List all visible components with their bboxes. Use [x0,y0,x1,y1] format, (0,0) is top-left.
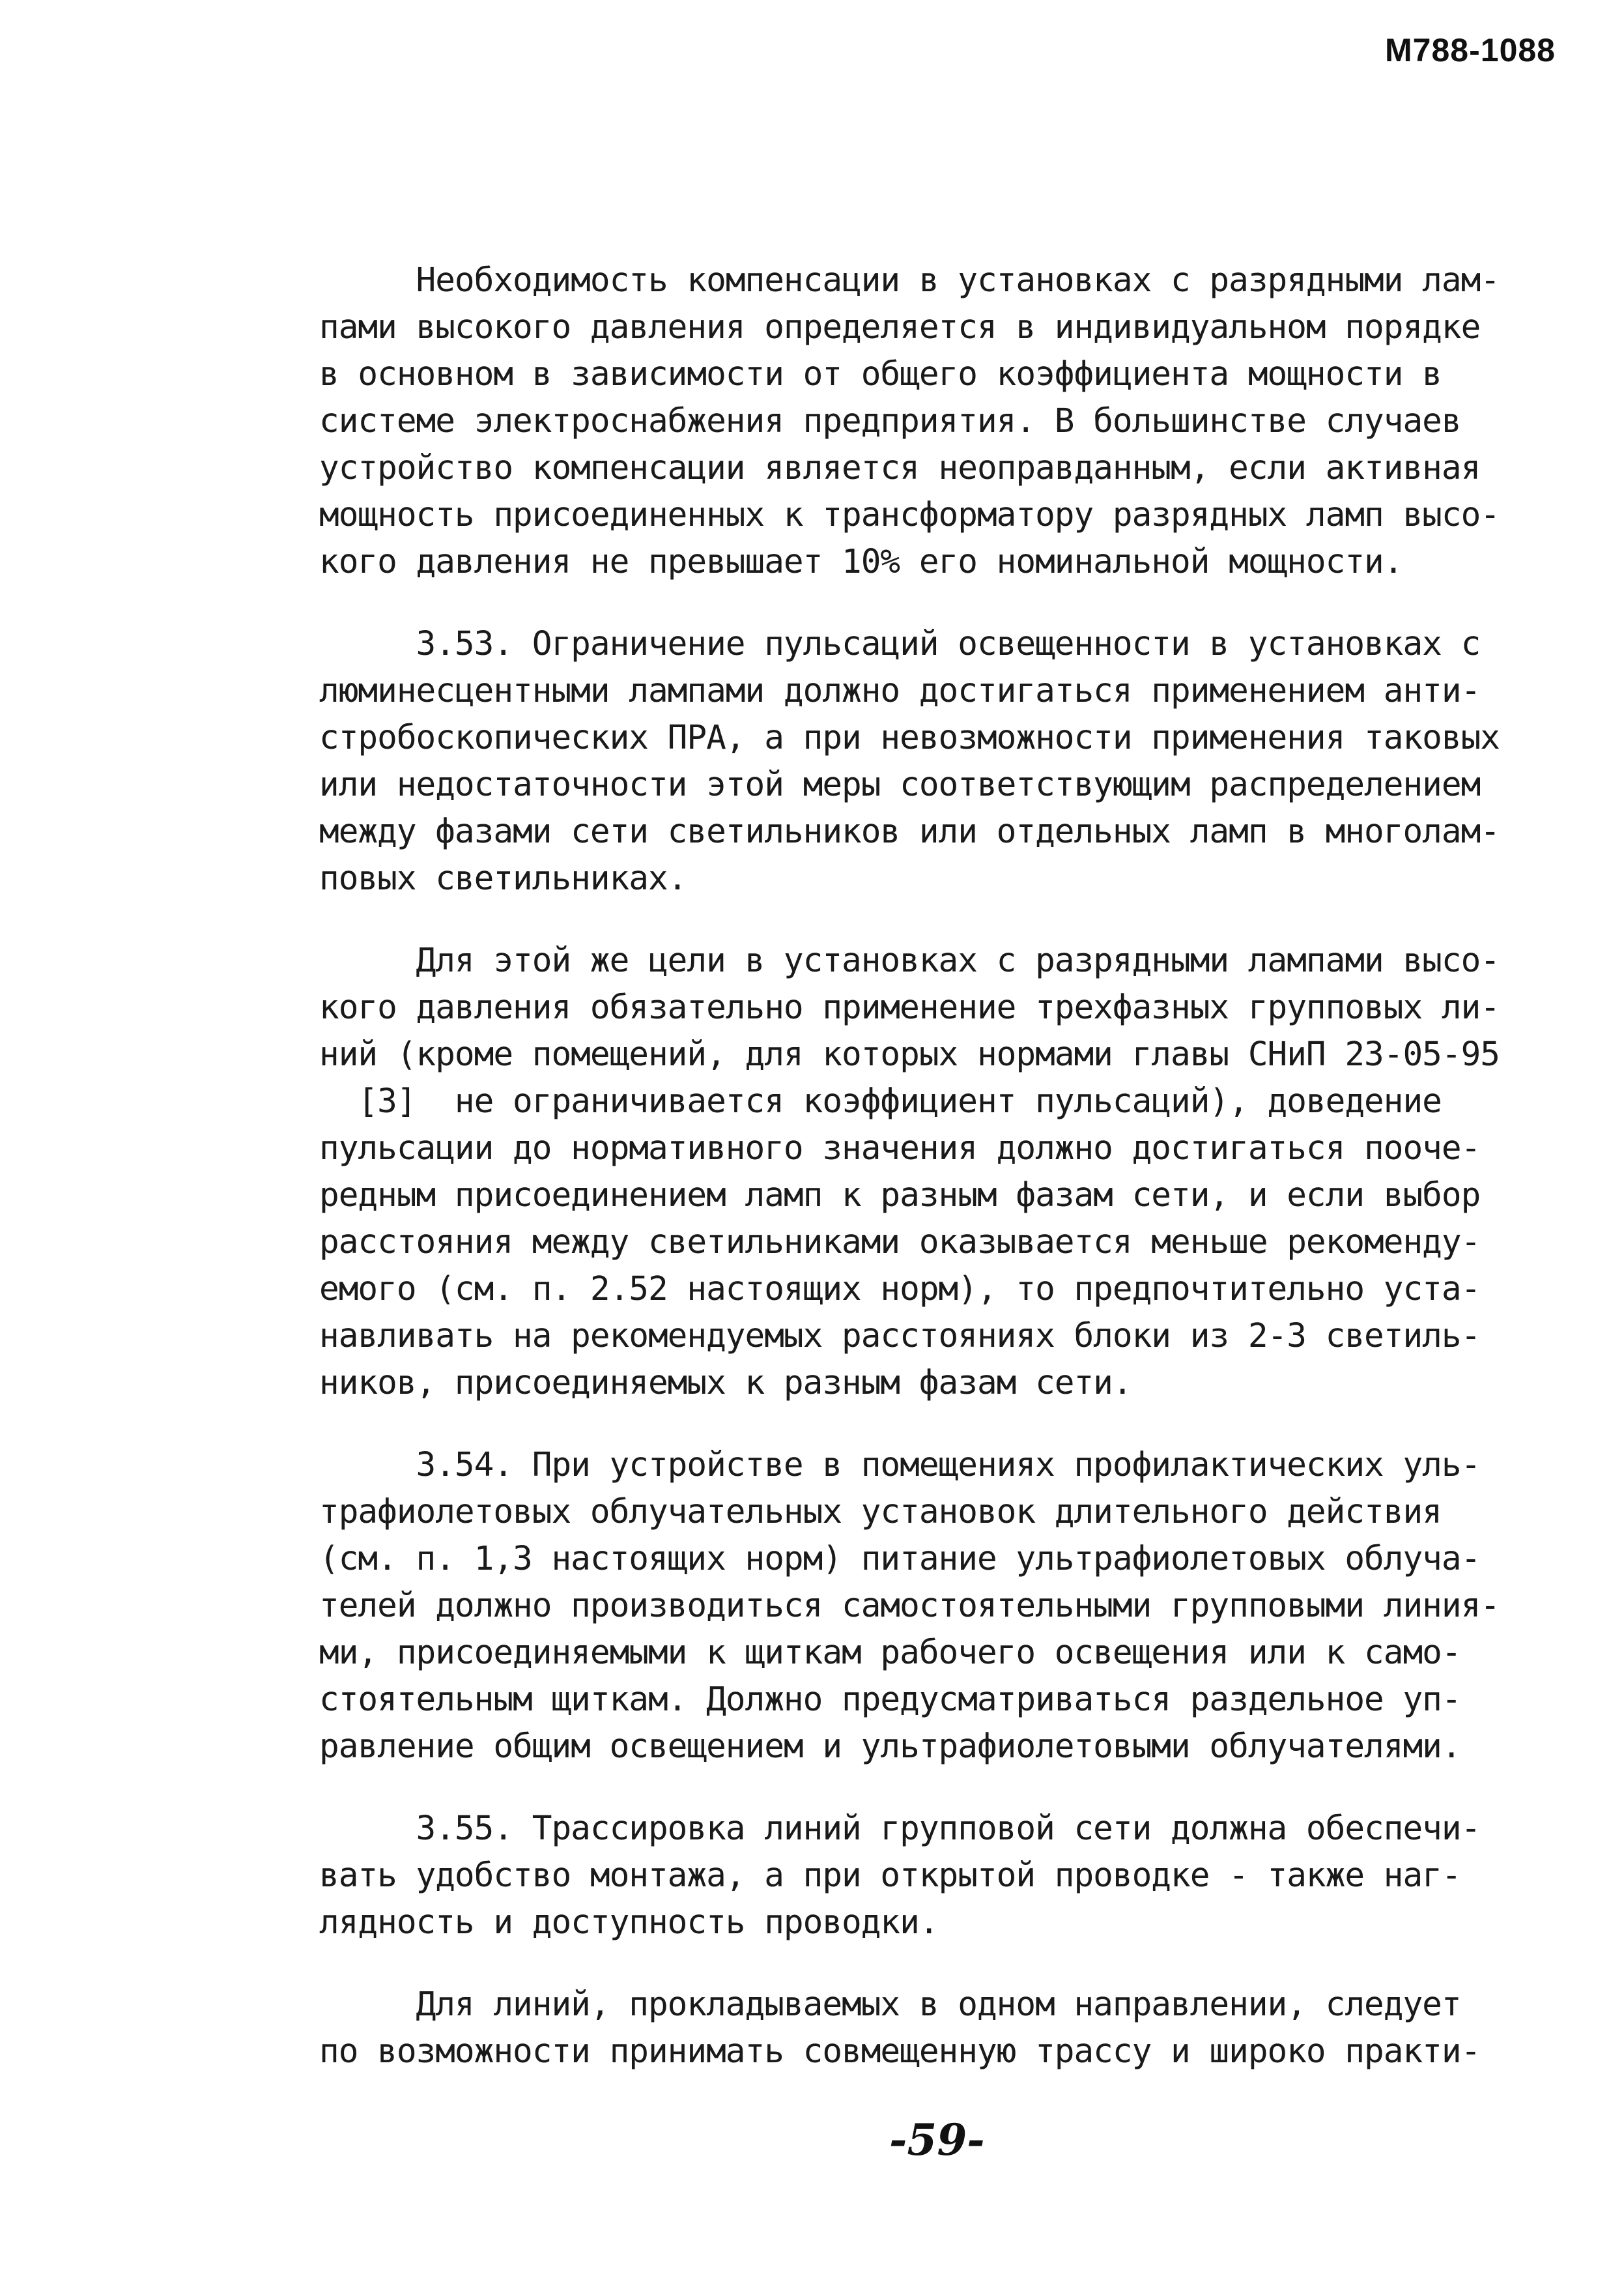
document-body [319,257,1557,2075]
text-line: пами высокого давления определяется в индивидуальном порядке [319,308,1481,347]
page-number: -59- [889,2114,985,2165]
text-line: емого (см. п. 2.52 настоящих норм), то предпочтительно уста- [319,1270,1481,1308]
document-code: M788-1088 [1385,32,1556,68]
paragraph-compensation [319,257,1557,586]
text-line: Для линий, прокладываемых в одном направлении, следует [319,1985,1461,2024]
text-line: кого давления не превышает 10% его номинальной мощности. [319,543,1403,581]
text-line: ников, присоединяемых к разным фазам сети. [319,1364,1132,1402]
paragraph-gap [319,586,1557,621]
text-line: вать удобство монтажа, а при открытой проводке - также наг- [319,1856,1461,1895]
text-line: (см. п. 1,3 настоящих норм) питание ультрафиолетовых облуча- [319,1540,1481,1578]
text-line: кого давления обязательно применение трехфазных групповых ли- [319,988,1500,1027]
text-line: 3.53. Ограничение пульсаций освещенности в установках с [319,625,1481,663]
text-line: стробоскопических ПРА, а при невозможности применения таковых [319,719,1500,757]
paragraph-gap [319,1407,1557,1442]
text-line: [3] не ограничивается коэффициент пульсаций), доведение [319,1082,1442,1121]
text-line: или недостаточности этой меры соответствующим распределением [319,766,1481,804]
paragraph-gap [319,1946,1557,1981]
paragraph-3-55 [319,1806,1557,1946]
text-line: ний (кроме помещений, для которых нормами главы СНиП 23-05-95 [319,1035,1500,1074]
text-line: трафиолетовых облучательных установок длительного действия [319,1493,1442,1531]
text-line: между фазами сети светильников или отдельных ламп в многолам- [319,813,1500,851]
text-line: лядность и доступность проводки. [319,1903,939,1942]
paragraph-gap [319,902,1557,938]
paragraph-gap [319,1770,1557,1806]
text-line: 3.55. Трассировка линий групповой сети должна обеспечи- [319,1809,1481,1848]
text-line: люминесцентными лампами должно достигаться применением анти- [319,672,1481,710]
paragraph-3-54 [319,1442,1557,1770]
text-line: пульсации до нормативного значения должно достигаться поoче- [319,1129,1481,1168]
text-line: системе электроснабжения предприятия. В большинстве случаев [319,402,1461,440]
text-line: повых светильниках. [319,859,687,898]
text-line: редным присоединением ламп к разным фазам сети, и если выбор [319,1176,1481,1215]
text-line: Необходимость компенсации в установках с разрядными лам- [319,261,1500,300]
text-line: в основном в зависимости от общего коэффициента мощности в [319,355,1442,394]
text-line: ми, присоединяемыми к щиткам рабочего освещения или к само- [319,1634,1461,1672]
text-line: равление общим освещением и ультрафиолетовыми облучателями. [319,1727,1461,1766]
text-line: мощность присоединенных к трансформатору разрядных ламп высо- [319,496,1500,534]
text-line: расстояния между светильниками оказывается меньше рекоменду- [319,1223,1481,1261]
paragraph-common-route [319,1981,1557,2075]
paragraph-three-phase [319,938,1557,1407]
text-line: стоятельным щиткам. Должно предусматриваться раздельное уп- [319,1680,1461,1719]
text-line: 3.54. При устройстве в помещениях профилактических уль- [319,1446,1481,1484]
text-line: навливать на рекомендуемых расстояниях блоки из 2-3 светиль- [319,1317,1481,1355]
text-line: устройство компенсации является неоправданным, если активная [319,449,1481,487]
text-line: по возможности принимать совмещенную трассу и широко практи- [319,2032,1481,2071]
text-line: телей должно производиться самостоятельными групповыми линия- [319,1587,1500,1625]
text-line: Для этой же цели в установках с разрядными лампами высо- [319,942,1500,980]
paragraph-3-53 [319,621,1557,902]
